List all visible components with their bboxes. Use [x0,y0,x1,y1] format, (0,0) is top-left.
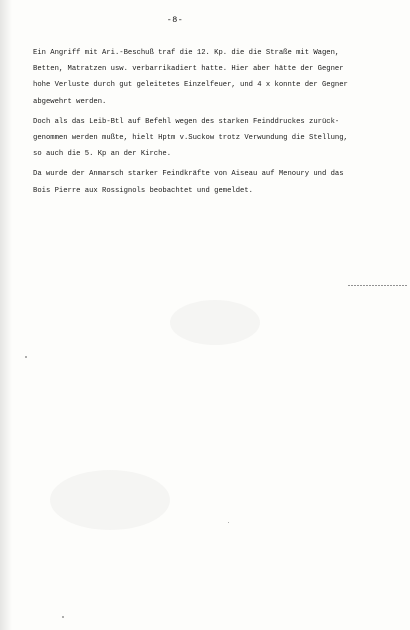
text-line: Bois Pierre aux Rossignols beobachtet und gemeldet. [33,186,253,195]
scan-edge-shadow [0,0,12,630]
paragraph [33,45,398,110]
text-line: hohe Verluste durch gut geleitetes Einzelfeuer, und 4 x konnte der Gegner [33,81,348,90]
text-line: Ein Angriff mit Ari.-Beschuß traf die 12. Kp. die die Straße mit Wagen, [33,49,340,57]
text-line: Da wurde der Anmarsch starker Feindkräfte von Aiseau auf Menoury und das [33,170,344,179]
text-line: abgewehrt werden. [33,97,107,106]
paragraph [33,166,398,198]
scan-speck [25,356,27,358]
text-line: Betten, Matratzen usw. verbarrikadiert hatte. Hier aber hätte der Gegner [33,65,344,74]
scan-artifact-line [348,285,408,286]
text-line: genommen werden mußte, hielt Hptm v.Suckow trotz Verwundung die Stellung, [33,134,348,143]
document-body [33,45,398,199]
text-line: so auch die 5. Kp an der Kirche. [33,150,172,159]
page-number: -8- [166,15,184,25]
text-line: Doch als das Leib-Btl auf Befehl wegen des starken Feinddruckes zurück- [33,117,340,126]
paragraph [33,114,398,163]
scan-smudge [170,300,260,345]
scan-smudge [50,470,170,530]
scan-speck [228,522,229,523]
scan-speck [62,616,64,618]
